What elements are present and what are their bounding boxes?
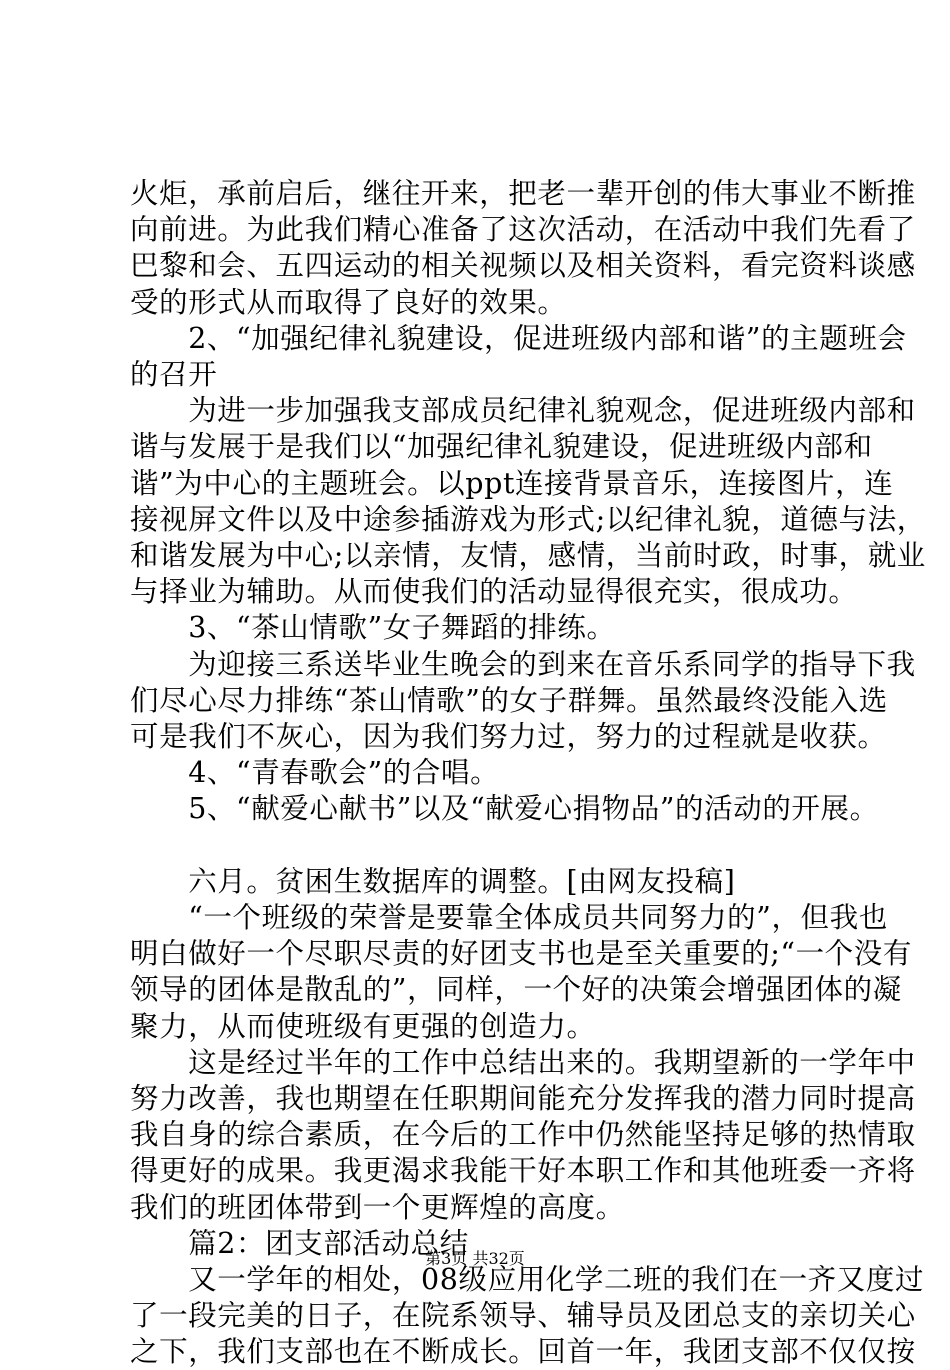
text-line: 聚力，从而使班级有更强的创造力。	[130, 1009, 596, 1043]
text-line: 和谐发展为中心;以亲情，友情，感情，当前时政，时事，就业	[130, 539, 926, 572]
text-line: 之下，我们支部也在不断成长。回首一年，我团支部不仅仅按	[130, 1335, 916, 1369]
text-line: 这是经过半年的工作中总结出来的。我期望新的一学年中	[130, 1045, 916, 1079]
text-line: 火炬，承前启后，继往开来，把老一辈开创的伟大事业不断推	[130, 177, 916, 210]
text-line: 与择业为辅助。从而使我们的活动显得很充实，很成功。	[130, 575, 858, 609]
text-line: 巴黎和会、五四运动的相关视频以及相关资料，看完资料谈感	[130, 249, 916, 283]
text-line: 的召开	[130, 358, 218, 391]
text-line: 接视屏文件以及中途参插游戏为形式;以纪律礼貌，道德与法，	[130, 502, 926, 536]
text-line: 谐”为中心的主题班会。以ppt连接背景音乐，连接图片，连	[130, 466, 894, 500]
text-line: 3、“茶山情歌”女子舞蹈的排练。	[130, 611, 616, 645]
text-line: 得更好的成果。我更渴求我能干好本职工作和其他班委一齐将	[130, 1154, 916, 1188]
text-line: 努力改善，我也期望在任职期间能充分发挥我的潜力同时提高	[130, 1082, 916, 1115]
text-line: 5、“献爱心献书”以及“献爱心捐物品”的活动的开展。	[130, 792, 879, 826]
text-line: 我自身的综合素质，在今后的工作中仍然能坚持足够的热情取	[130, 1118, 916, 1152]
page-footer: 第3页 共32页	[425, 1249, 525, 1268]
text-line: 受的形式从而取得了良好的效果。	[130, 285, 567, 319]
text-line: “一个班级的荣誉是要靠全体成员共同努力的”，但我也	[130, 901, 888, 934]
text-line: 篇2：团支部活动总结	[130, 1226, 469, 1260]
text-line: 六月。贫困生数据库的调整。[由网友投稿]	[130, 864, 736, 898]
text-line: 2、“加强纪律礼貌建设，促进班级内部和谐”的主题班会	[130, 321, 907, 355]
text-line: 们尽心尽力排练“茶山情歌”的女子群舞。虽然最终没能入选	[130, 683, 888, 717]
text-line: 明白做好一个尽职尽责的好团支书也是至关重要的;“一个没有	[130, 937, 912, 971]
text-line: 为进一步加强我支部成员纪律礼貌观念，促进班级内部和	[130, 394, 916, 428]
text-line: 为迎接三系送毕业生晚会的到来在音乐系同学的指导下我	[130, 647, 916, 681]
text-line: 4、“青春歌会”的合唱。	[130, 756, 500, 790]
text-line: 可是我们不灰心，因为我们努力过，努力的过程就是收获。	[130, 720, 887, 753]
text-line: 向前进。为此我们精心准备了这次活动，在活动中我们先看了	[130, 213, 916, 247]
text-line: 又一学年的相处，08级应用化学二班的我们在一齐又度过	[130, 1263, 925, 1296]
text-line: 谐与发展于是我们以“加强纪律礼貌建设，促进班级内部和	[130, 430, 873, 464]
text-line: 我们的班团体带到一个更辉煌的高度。	[130, 1190, 625, 1224]
text-line: 领导的团体是散乱的”，同样，一个好的决策会增强团体的凝	[130, 973, 902, 1007]
text-line: 了一段完美的日子，在院系领导、辅导员及团总支的亲切关心	[130, 1299, 916, 1333]
